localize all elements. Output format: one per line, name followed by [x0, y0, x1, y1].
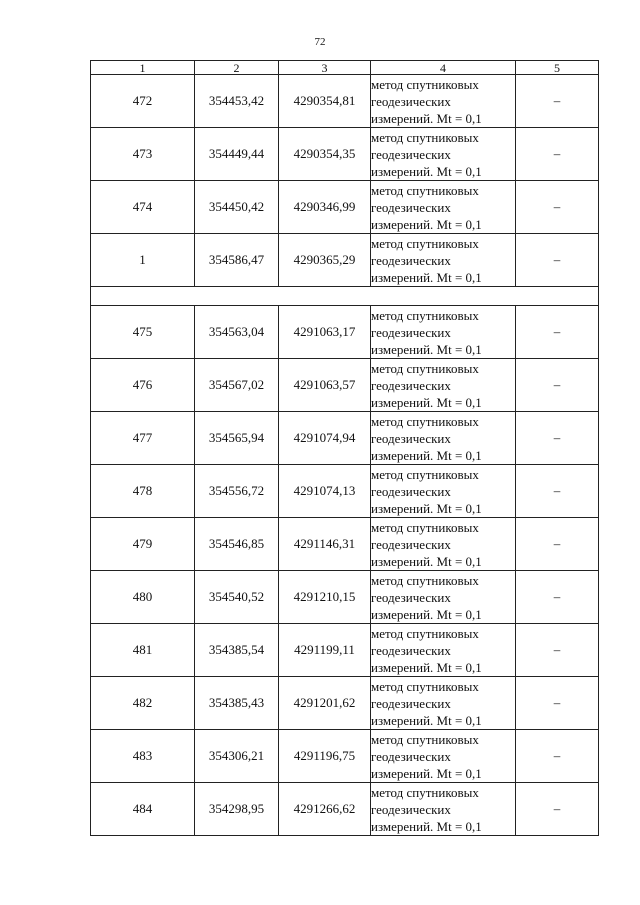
y-coordinate-cell: 4290354,81 [279, 75, 371, 128]
note-cell: – [516, 624, 599, 677]
column-header: 4 [371, 61, 516, 75]
x-coordinate-cell: 354540,52 [195, 571, 279, 624]
method-text-line: геодезических [371, 430, 451, 446]
x-coordinate-cell: 354567,02 [195, 359, 279, 412]
method-text-line: измерений. Mt = 0,1 [371, 765, 482, 781]
method-text-line: геодезических [371, 93, 451, 109]
method-cell [371, 181, 516, 234]
y-coordinate-cell: 4290365,29 [279, 234, 371, 287]
method-text-line: метод спутниковых [371, 466, 479, 482]
method-text-line: измерений. Mt = 0,1 [371, 553, 482, 569]
note-cell: – [516, 730, 599, 783]
method-cell [371, 128, 516, 181]
method-text-line: метод спутниковых [371, 413, 479, 429]
page-number: 72 [314, 36, 326, 48]
table-row [91, 306, 599, 359]
note-cell: – [516, 181, 599, 234]
y-coordinate-cell: 4291210,15 [279, 571, 371, 624]
method-text-line: метод спутниковых [371, 731, 479, 747]
x-coordinate-cell: 354563,04 [195, 306, 279, 359]
point-number-cell: 477 [91, 412, 195, 465]
method-text-line: измерений. Mt = 0,1 [371, 712, 482, 728]
method-text-line: геодезических [371, 589, 451, 605]
x-coordinate-cell: 354449,44 [195, 128, 279, 181]
note-cell: – [516, 465, 599, 518]
method-text-line: метод спутниковых [371, 76, 479, 92]
x-coordinate-cell: 354565,94 [195, 412, 279, 465]
note-cell: – [516, 75, 599, 128]
point-number-cell: 479 [91, 518, 195, 571]
y-coordinate-cell: 4291266,62 [279, 783, 371, 836]
point-number-cell: 472 [91, 75, 195, 128]
method-text-line: метод спутниковых [371, 235, 479, 251]
x-coordinate-cell: 354556,72 [195, 465, 279, 518]
point-number-cell: 483 [91, 730, 195, 783]
column-header: 1 [91, 61, 195, 75]
table-row [91, 783, 599, 836]
x-coordinate-cell: 354385,54 [195, 624, 279, 677]
point-number-cell: 1 [91, 234, 195, 287]
method-cell [371, 783, 516, 836]
x-coordinate-cell: 354546,85 [195, 518, 279, 571]
note-cell: – [516, 783, 599, 836]
method-text-line: измерений. Mt = 0,1 [371, 818, 482, 834]
note-cell: – [516, 128, 599, 181]
method-text-line: метод спутниковых [371, 182, 479, 198]
method-cell [371, 234, 516, 287]
method-text-line: измерений. Mt = 0,1 [371, 216, 482, 232]
method-text-line: геодезических [371, 801, 451, 817]
y-coordinate-cell: 4290346,99 [279, 181, 371, 234]
y-coordinate-cell: 4291074,94 [279, 412, 371, 465]
method-cell [371, 359, 516, 412]
method-cell [371, 571, 516, 624]
method-text-line: метод спутниковых [371, 784, 479, 800]
note-cell: – [516, 359, 599, 412]
method-text-line: геодезических [371, 324, 451, 340]
point-number-cell: 482 [91, 677, 195, 730]
point-number-cell: 474 [91, 181, 195, 234]
table-row [91, 412, 599, 465]
method-cell [371, 412, 516, 465]
method-text-line: измерений. Mt = 0,1 [371, 447, 482, 463]
method-cell [371, 730, 516, 783]
note-cell: – [516, 677, 599, 730]
table-row [91, 518, 599, 571]
note-cell: – [516, 518, 599, 571]
method-text-line: метод спутниковых [371, 625, 479, 641]
y-coordinate-cell: 4291074,13 [279, 465, 371, 518]
column-header: 2 [195, 61, 279, 75]
table-row [91, 465, 599, 518]
column-header: 5 [516, 61, 599, 75]
point-number-cell: 480 [91, 571, 195, 624]
method-text-line: измерений. Mt = 0,1 [371, 269, 482, 285]
table-row [91, 730, 599, 783]
x-coordinate-cell: 354385,43 [195, 677, 279, 730]
table-row [91, 128, 599, 181]
method-text-line: геодезических [371, 483, 451, 499]
y-coordinate-cell: 4291063,17 [279, 306, 371, 359]
method-text-line: геодезических [371, 146, 451, 162]
group-separator-row [91, 287, 599, 306]
method-cell [371, 518, 516, 571]
y-coordinate-cell: 4291201,62 [279, 677, 371, 730]
method-text-line: геодезических [371, 748, 451, 764]
method-cell [371, 75, 516, 128]
x-coordinate-cell: 354453,42 [195, 75, 279, 128]
method-text-line: геодезических [371, 695, 451, 711]
note-cell: – [516, 234, 599, 287]
method-cell [371, 306, 516, 359]
y-coordinate-cell: 4291146,31 [279, 518, 371, 571]
x-coordinate-cell: 354298,95 [195, 783, 279, 836]
method-text-line: измерений. Mt = 0,1 [371, 341, 482, 357]
table-header-row [91, 61, 599, 75]
method-text-line: метод спутниковых [371, 678, 479, 694]
method-text-line: метод спутниковых [371, 129, 479, 145]
note-cell: – [516, 306, 599, 359]
point-number-cell: 473 [91, 128, 195, 181]
method-text-line: измерений. Mt = 0,1 [371, 500, 482, 516]
method-text-line: измерений. Mt = 0,1 [371, 606, 482, 622]
method-text-line: метод спутниковых [371, 307, 479, 323]
method-text-line: измерений. Mt = 0,1 [371, 163, 482, 179]
point-number-cell: 484 [91, 783, 195, 836]
point-number-cell: 478 [91, 465, 195, 518]
method-text-line: геодезических [371, 642, 451, 658]
separator-cell [91, 287, 599, 306]
method-text-line: геодезических [371, 377, 451, 393]
y-coordinate-cell: 4291196,75 [279, 730, 371, 783]
method-cell [371, 465, 516, 518]
table-row [91, 181, 599, 234]
method-cell [371, 677, 516, 730]
table-row [91, 571, 599, 624]
table-row [91, 75, 599, 128]
table-row [91, 624, 599, 677]
point-number-cell: 476 [91, 359, 195, 412]
y-coordinate-cell: 4291063,57 [279, 359, 371, 412]
x-coordinate-cell: 354306,21 [195, 730, 279, 783]
table-row [91, 677, 599, 730]
method-text-line: геодезических [371, 536, 451, 552]
x-coordinate-cell: 354450,42 [195, 181, 279, 234]
note-cell: – [516, 571, 599, 624]
method-text-line: измерений. Mt = 0,1 [371, 110, 482, 126]
method-text-line: метод спутниковых [371, 572, 479, 588]
method-text-line: геодезических [371, 252, 451, 268]
y-coordinate-cell: 4290354,35 [279, 128, 371, 181]
note-cell: – [516, 412, 599, 465]
y-coordinate-cell: 4291199,11 [279, 624, 371, 677]
method-text-line: метод спутниковых [371, 519, 479, 535]
table-row [91, 234, 599, 287]
method-text-line: измерений. Mt = 0,1 [371, 394, 482, 410]
table-row [91, 359, 599, 412]
method-text-line: геодезических [371, 199, 451, 215]
method-text-line: метод спутниковых [371, 360, 479, 376]
coordinates-table [90, 60, 599, 836]
point-number-cell: 475 [91, 306, 195, 359]
method-text-line: измерений. Mt = 0,1 [371, 659, 482, 675]
table-body [91, 61, 599, 836]
x-coordinate-cell: 354586,47 [195, 234, 279, 287]
point-number-cell: 481 [91, 624, 195, 677]
column-header: 3 [279, 61, 371, 75]
method-cell [371, 624, 516, 677]
